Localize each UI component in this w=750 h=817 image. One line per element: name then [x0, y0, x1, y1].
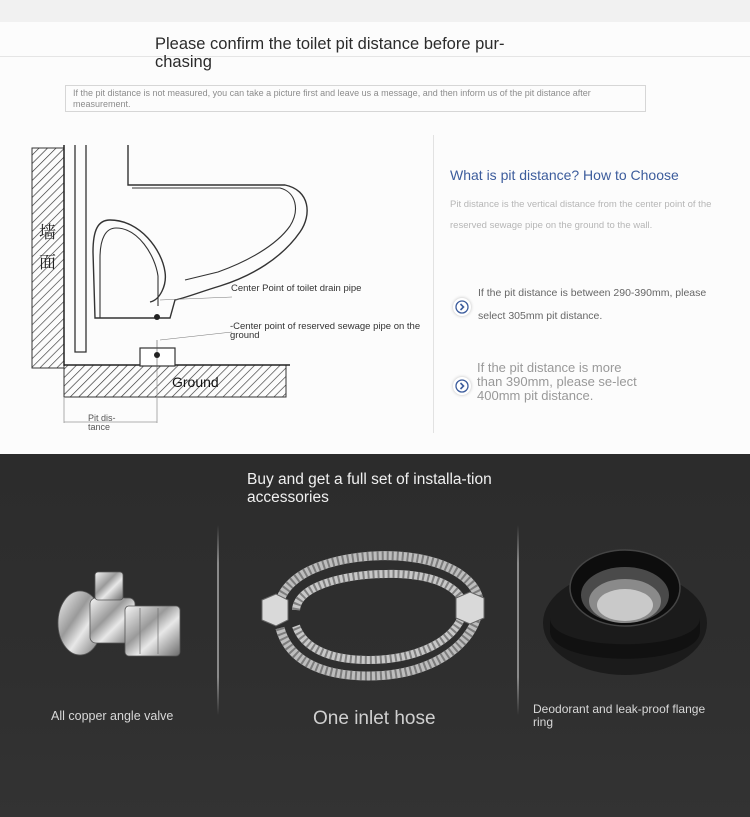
inlet-hose-image [258, 548, 498, 688]
toilet-cross-section-diagram [0, 120, 440, 440]
wall-label-char-1: 墙 [39, 223, 56, 243]
angle-valve-caption: All copper angle valve [51, 709, 174, 723]
sewage-center-dot [154, 352, 160, 358]
option-400mm: If the pit distance is more than 390mm, please se-lect 400mm pit distance. [477, 360, 637, 403]
wall-label-char-2: 面 [39, 253, 56, 273]
explain-description: Pit distance is the vertical distance from the center point of the reserved sewage pipe on the ground to the wall. [450, 199, 712, 231]
accessories-title: Buy and get a full set of installa-tion accessories [247, 471, 492, 506]
top-band [0, 0, 750, 22]
measurement-note: If the pit distance is not measured, you can take a picture first and leave us a message, and then inform us of the pit distance after measurement. [65, 85, 646, 112]
flange-ring-image [540, 543, 710, 683]
accessory-divider [217, 525, 219, 715]
option-305mm: If the pit distance is between 290-390mm, please select 305mm pit distance. [478, 287, 707, 322]
drain-center-dot [154, 314, 160, 320]
accessory-divider [517, 525, 519, 715]
toilet-tank [75, 145, 86, 352]
sewage-center-label: -Center point of reserved sewage pipe on the ground [230, 321, 421, 341]
chevron-right-icon [453, 377, 471, 395]
ground-label: Ground [172, 374, 219, 390]
explain-title: What is pit distance? How to Choose [450, 167, 679, 183]
flange-ring-caption: Deodorant and leak-proof flange ring [533, 702, 706, 729]
angle-valve-image [50, 568, 190, 668]
chevron-right-icon [453, 298, 471, 316]
inlet-hose-caption: One inlet hose [313, 708, 436, 729]
drain-center-label: Center Point of toilet drain pipe [231, 283, 362, 294]
page-title: Please confirm the toilet pit distance before pur-chasing [155, 35, 505, 71]
pit-distance-label: Pit dis-tance [88, 413, 116, 432]
section-divider [433, 135, 434, 433]
